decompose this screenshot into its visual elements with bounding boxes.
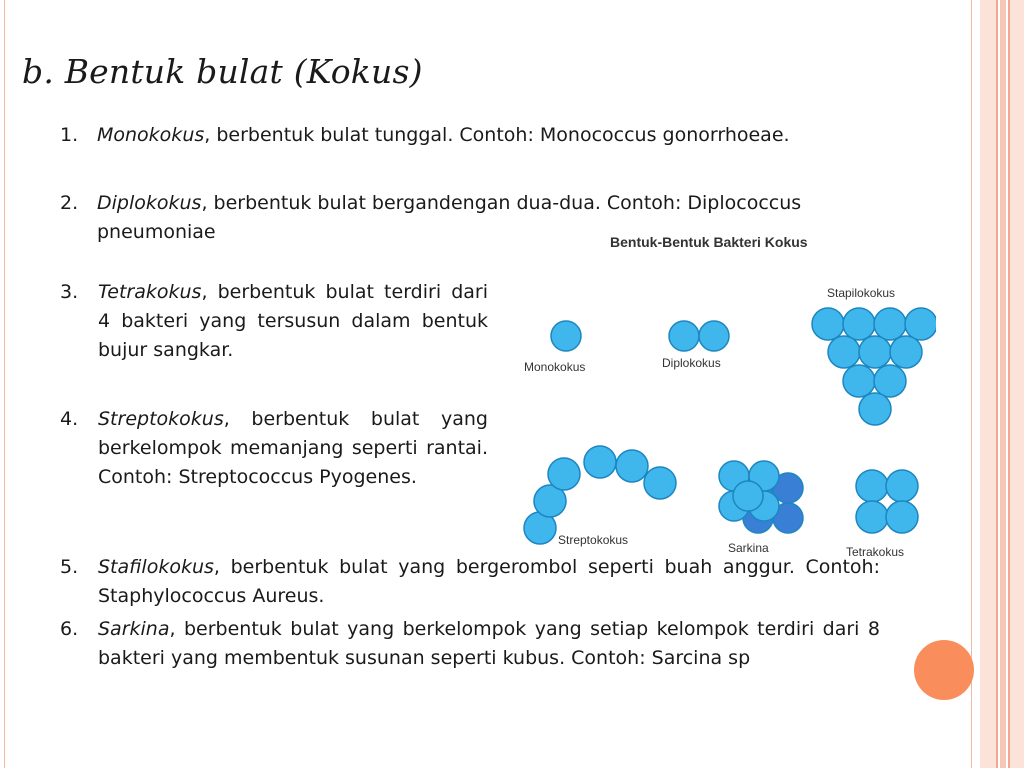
list-item-tetrakokus xyxy=(60,278,488,365)
streptokokus-cell xyxy=(616,450,648,482)
item-text: , berbentuk bulat yang berkelompok memanjang seperti rantai. Contoh: Streptococcus Pyogenes. xyxy=(98,408,488,488)
stapilokokus-cell xyxy=(859,336,891,368)
decorative-circle xyxy=(914,640,974,700)
stapilokokus-cell xyxy=(890,336,922,368)
coccus-shapes-figure xyxy=(516,226,936,566)
list-item-monokokus xyxy=(60,121,820,150)
label-tetrakokus: Tetrakokus xyxy=(846,545,905,559)
list-item-streptokokus xyxy=(60,405,488,492)
monokokus-cell xyxy=(551,321,581,351)
tetrakokus-cell xyxy=(886,470,918,502)
stapilokokus-cell xyxy=(843,365,875,397)
coccus-shapes-diagram xyxy=(516,226,936,566)
streptokokus-cell xyxy=(584,446,616,478)
item-number: 4. xyxy=(60,408,79,430)
stapilokokus-cell xyxy=(874,365,906,397)
item-term: Monokokus xyxy=(97,124,205,146)
decorative-stripes xyxy=(980,0,1024,768)
figure-heading: Bentuk-Bentuk Bakteri Kokus xyxy=(610,234,808,250)
sarkina-cell xyxy=(733,481,763,511)
item-text: , berbentuk bulat tunggal. Contoh: Monococcus gonorrhoeae. xyxy=(204,124,790,146)
stapilokokus-cell xyxy=(874,308,906,340)
item-term: Diplokokus xyxy=(97,192,202,214)
item-number: 3. xyxy=(60,281,79,303)
tetrakokus-cell xyxy=(886,501,918,533)
item-term: Streptokokus xyxy=(98,408,224,430)
item-term: Sarkina xyxy=(98,618,170,640)
diplokokus-cell xyxy=(699,321,729,351)
slide-title: b. Bentuk bulat (Kokus) xyxy=(22,52,423,91)
diplokokus-cell xyxy=(669,321,699,351)
item-term: Tetrakokus xyxy=(98,281,202,303)
list-item-stafilokokus xyxy=(60,553,880,611)
streptokokus-cell xyxy=(644,467,676,499)
stapilokokus-cell xyxy=(812,308,844,340)
label-sarkina: Sarkina xyxy=(728,541,769,555)
list-item-sarkina xyxy=(60,615,880,673)
tetrakokus-cell xyxy=(856,470,888,502)
label-streptokokus: Streptokokus xyxy=(558,533,629,547)
item-number: 6. xyxy=(60,618,79,640)
item-text: , berbentuk bulat terdiri dari 4 bakteri yang tersusun dalam bentuk bujur sangkar. xyxy=(98,281,488,361)
streptokokus-cell xyxy=(548,458,580,490)
item-text: , berbentuk bulat yang berkelompok yang setiap kelompok terdiri dari 8 bakteri yang membentuk susunan seperti kubus. Contoh: Sarcina sp xyxy=(98,618,880,669)
stapilokokus-cell xyxy=(859,393,891,425)
label-monokokus: Monokokus xyxy=(524,360,586,374)
tetrakokus-cell xyxy=(856,501,888,533)
label-diplokokus: Diplokokus xyxy=(662,356,721,370)
label-stapilokokus: Stapilokokus xyxy=(827,286,896,300)
stapilokokus-cell xyxy=(905,308,936,340)
stapilokokus-cell xyxy=(843,308,875,340)
item-number: 2. xyxy=(60,192,79,214)
item-number: 1. xyxy=(60,124,79,146)
item-text: , berbentuk bulat yang bergerombol seperti buah anggur. Contoh: Staphylococcus Aureus. xyxy=(98,556,880,607)
item-text: , berbentuk bulat bergandengan dua-dua. Contoh: Diplococcus pneumoniae xyxy=(97,192,802,243)
stapilokokus-cell xyxy=(828,336,860,368)
item-number: 5. xyxy=(60,556,79,578)
item-term: Stafilokokus xyxy=(98,556,214,578)
